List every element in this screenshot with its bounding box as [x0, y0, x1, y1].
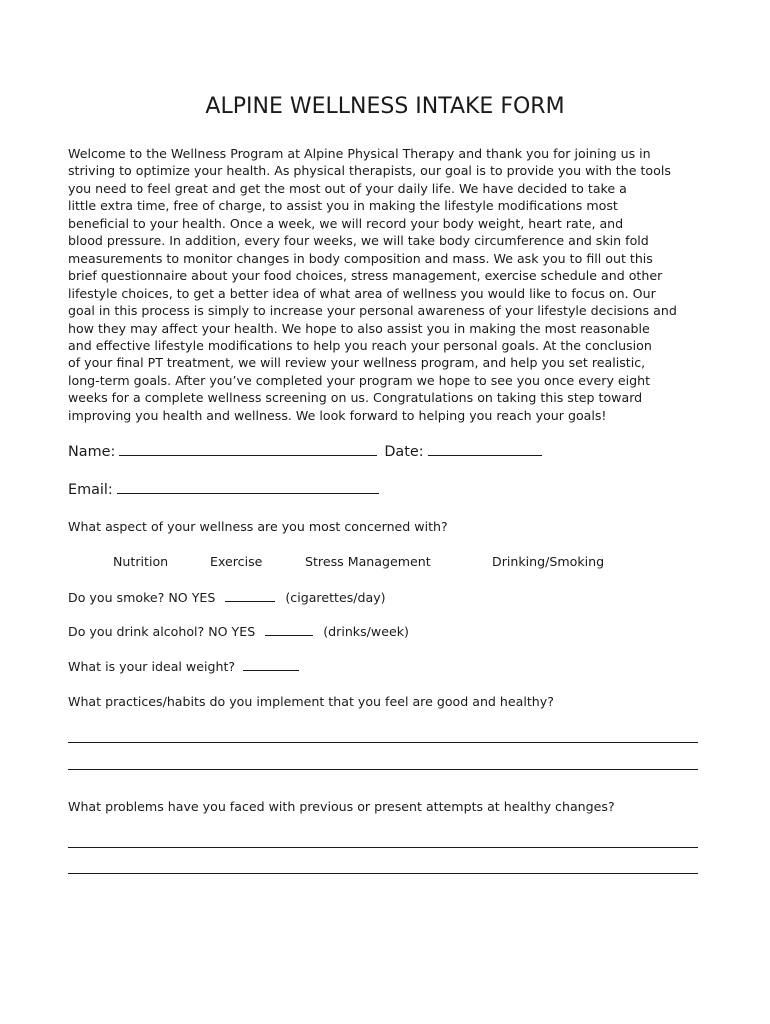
name-date-row	[68, 443, 546, 460]
habits-question: What practices/habits do you implement that you feel are good and healthy?	[68, 694, 554, 709]
option-exercise[interactable]: Exercise	[210, 554, 263, 569]
form-title: ALPINE WELLNESS INTAKE FORM	[205, 94, 565, 119]
intro-line: Welcome to the Wellness Program at Alpine Physical Therapy and thank you for joining us in	[68, 146, 651, 161]
alcohol-row	[68, 624, 409, 639]
option-drinking-smoking[interactable]: Drinking/Smoking	[492, 554, 605, 569]
problems-answer-line-1[interactable]	[68, 847, 698, 848]
email-row	[68, 481, 383, 498]
intro-line: weeks for a complete wellness screening on us. Congratulations on taking this step toward	[68, 390, 643, 406]
intro-line: measurements to monitor changes in body composition and mass. We ask you to fill out this	[68, 250, 653, 266]
intro-line: how they may affect your health. We hope to also assist you in making the most reasonable	[68, 320, 650, 336]
option-nutrition[interactable]: Nutrition	[113, 554, 169, 569]
habits-answer-line-2[interactable]	[68, 769, 698, 770]
intro-line: goal in this process is simply to increase your personal awareness of your lifestyle decisions and	[68, 303, 677, 319]
smoke-unit: (cigarettes/day)	[285, 590, 386, 605]
weight-row	[68, 659, 299, 674]
intro-line: striving to optimize your health. As physical therapists, our goal is to provide you with the tools	[68, 163, 671, 179]
intro-line: of your final PT treatment, we will review your wellness program, and help you set realistic,	[68, 355, 646, 371]
alcohol-question: Do you drink alcohol? NO YES	[68, 624, 256, 639]
weight-question: What is your ideal weight?	[68, 659, 236, 674]
date-label: Date:	[384, 444, 424, 460]
intro-line: long-term goals. After you’ve completed your program we hope to see you once every eight	[68, 372, 651, 388]
name-label: Name:	[68, 444, 116, 460]
intro-line: beneficial to your health. Once a week, we will record your body weight, heart rate, and	[68, 215, 624, 231]
problems-question: What problems have you faced with previous or present attempts at healthy changes?	[68, 799, 615, 814]
intro-line: you need to feel great and get the most out of your daily life. We have decided to take a	[68, 180, 627, 196]
intro-line: and effective lifestyle modifications to help you reach your personal goals. At the conclusion	[68, 337, 652, 353]
problems-answer-line-2[interactable]	[68, 873, 698, 874]
concern-question: What aspect of your wellness are you most concerned with?	[68, 519, 448, 534]
intro-line: lifestyle choices, to get a better idea of what area of wellness you would like to focus on. Our	[68, 285, 656, 301]
email-field[interactable]	[117, 481, 379, 494]
intro-line: brief questionnaire about your food choices, stress management, exercise schedule and other	[68, 268, 663, 284]
option-stress-management[interactable]: Stress Management	[305, 554, 431, 569]
habits-answer-line-1[interactable]	[68, 742, 698, 743]
ideal-weight-field[interactable]	[243, 659, 299, 671]
alcohol-unit: (drinks/week)	[323, 624, 409, 639]
smoke-question: Do you smoke? NO YES	[68, 590, 216, 605]
email-label: Email:	[68, 482, 113, 498]
name-field[interactable]	[119, 443, 377, 456]
intro-line: blood pressure. In addition, every four weeks, we will take body circumference and skin fold	[68, 233, 649, 249]
intro-line: improving you health and wellness. We look forward to helping you reach your goals!	[68, 407, 607, 423]
date-field[interactable]	[428, 443, 542, 456]
smoke-row	[68, 590, 386, 605]
cigarettes-per-day-field[interactable]	[225, 590, 275, 602]
intro-line: little extra time, free of charge, to assist you in making the lifestyle modifications most	[68, 198, 618, 214]
drinks-per-week-field[interactable]	[265, 624, 313, 636]
intro-paragraph	[68, 145, 708, 424]
